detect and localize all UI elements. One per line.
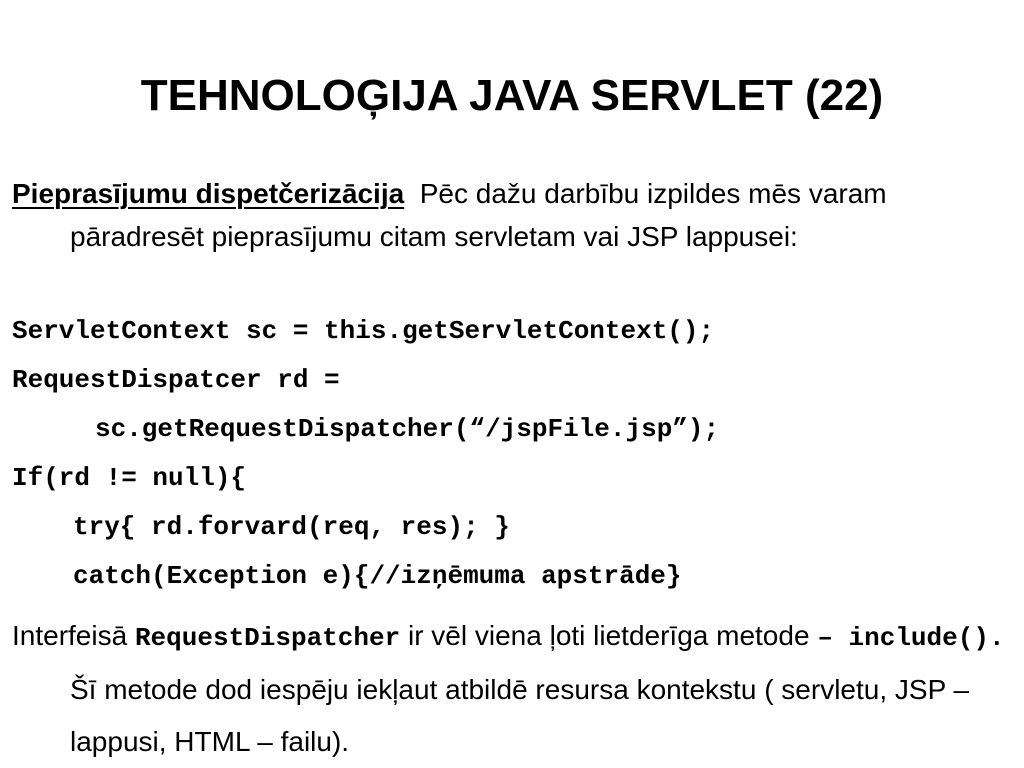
outro-code-1: RequestDispatcher [134, 623, 401, 653]
code-line-5: try{ rd.forvard(req, res); } [73, 512, 510, 542]
intro-text: Pēc dažu darbību izpildes mēs varam pāradresēt pieprasījumu citam servletam vai JSP lappusei: [70, 178, 887, 252]
outro-text-1: Interfeisā [12, 620, 135, 651]
code-line-6: catch(Exception e){//izņēmuma apstrāde} [73, 561, 682, 591]
slide-title: TEHNOLOĢIJA JAVA SERVLET (22) [140, 71, 884, 120]
code-line-1: ServletContext sc = this.getServletContext(); [12, 316, 715, 346]
outro-text-2: ir vēl viena ļoti lietderīga metode [400, 620, 818, 651]
intro-paragraph [12, 172, 1017, 258]
code-line-2: RequestDispatcer rd = [12, 365, 340, 395]
code-line-3: sc.getRequestDispatcher(“/jspFile.jsp”); [95, 414, 720, 444]
outro-paragraph [12, 610, 1017, 768]
intro-heading: Pieprasījumu dispetčerizācija [12, 178, 405, 209]
outro-text-3: Šī metode dod iespēju iekļaut atbildē resursa kontekstu ( servletu, JSP – lappusi, HTML – failu). [70, 674, 970, 757]
code-line-4: If(rd != null){ [12, 463, 247, 493]
outro-code-2: – include(). [817, 623, 1005, 653]
